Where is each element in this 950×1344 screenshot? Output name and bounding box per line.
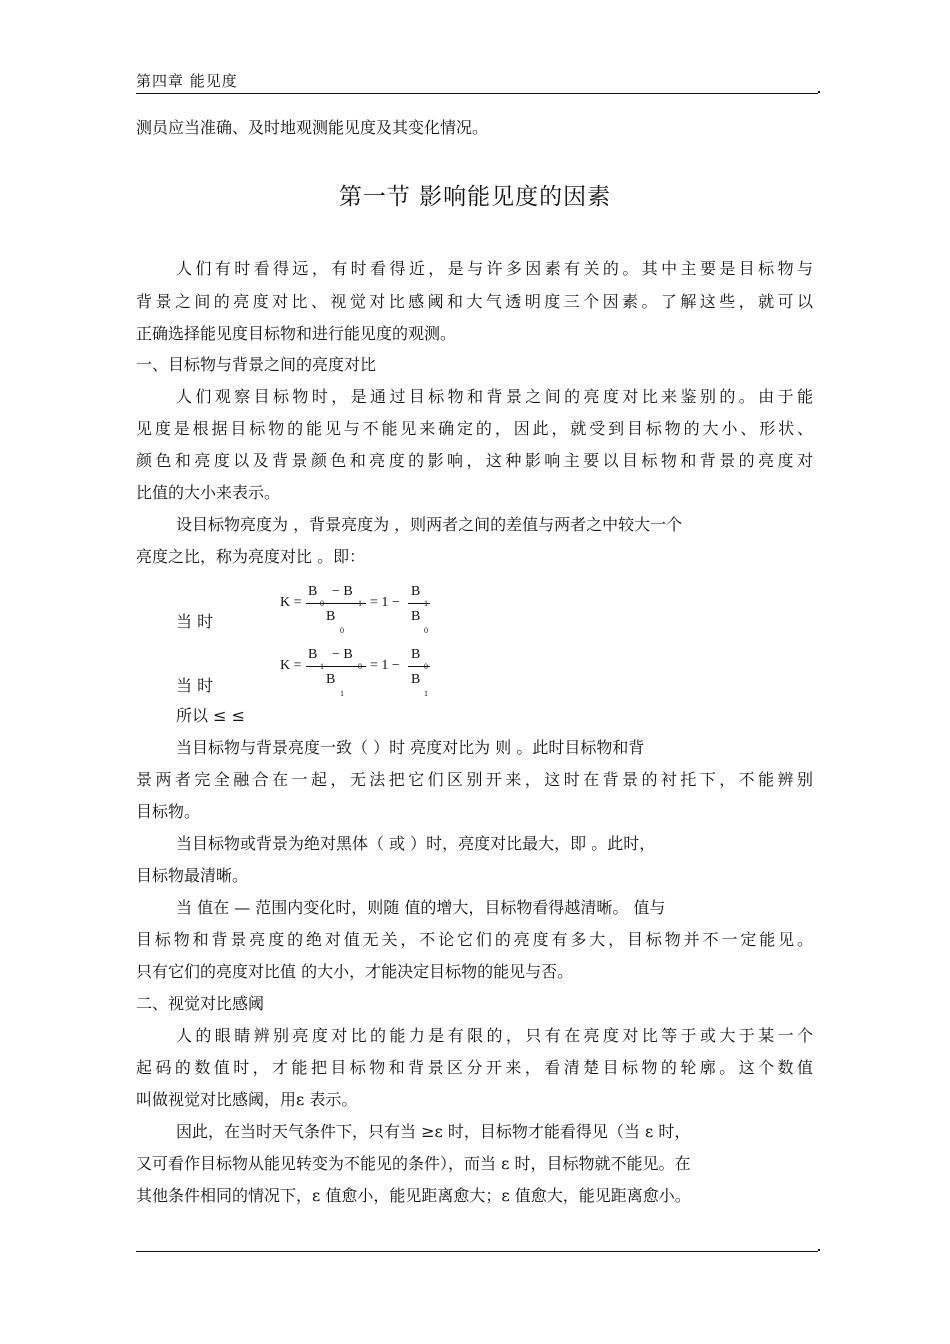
formula-1-denominator-b: B (326, 609, 336, 624)
formula-2-numerator-b: B (308, 647, 318, 662)
paragraph-3-line-1: 设目标物亮度为 ，背景亮度为 ，则两者之间的差值与两者之中较大一个 (176, 515, 683, 534)
intro-line: 测员应当准确、及时地观测能见度及其变化情况。 (136, 118, 489, 137)
formula-2-rhs-fraction-bar (408, 666, 430, 667)
formula-2-rhs-numerator: B (411, 647, 421, 662)
formula-1-condition: 当 时 (176, 612, 214, 631)
footer-rule (136, 1251, 818, 1252)
paragraph-2-line-2: 见度是根据目标物的能见与不能见来确定的，因此，就受到目标物的大小、形状、 (136, 419, 813, 438)
paragraph-5-line-1: 当目标物或背景为绝对黑体（ 或 ）时，亮度对比最大，即 。此时， (176, 834, 656, 853)
paragraph-6-line-1: 当 值在 — 范围内变化时，则随 值的增大，目标物看得越清晰。 值与 (176, 898, 666, 917)
formula-1-numerator-minus-b: − B (332, 584, 353, 599)
paragraph-1-line-2: 背景之间的亮度对比、视觉对比感阈和大气透明度三个因素。了解这些，就可以 (136, 292, 813, 311)
paragraph-4-line-3: 目标物。 (136, 802, 201, 821)
formula-2-rhs-numerator-sub: 0 (424, 662, 428, 671)
paragraph-4-line-1: 当目标物与背景亮度一致（ ）时 亮度对比为 则 。此时目标物和背 (176, 738, 645, 757)
paragraph-5-line-2: 目标物最清晰。 (136, 866, 249, 885)
inequality-line: 所以 ≤ ≤ (176, 706, 245, 725)
formula-2-k: K = (280, 658, 302, 673)
formula-2-rhs-denominator: B (411, 672, 421, 687)
paragraph-8-line-2: 又可看作目标物从能见转变为不能见的条件），而当 ε 时，目标物就不能见。在 (136, 1154, 691, 1173)
paragraph-2-line-4: 比值的大小来表示。 (136, 483, 281, 502)
footer-rule-end-dot (818, 1249, 820, 1251)
paragraph-6-line-2: 目标物和背景亮度的绝对值无关，不论它们的亮度有多大，目标物并不一定能见。 (136, 930, 813, 949)
paragraph-4-line-2: 景两者完全融合在一起，无法把它们区别开来，这时在背景的衬托下，不能辨别 (136, 770, 813, 789)
formula-1-rhs-denominator: B (411, 609, 421, 624)
paragraph-3-line-2: 亮度之比，称为亮度对比 。即： (136, 547, 366, 566)
paragraph-7-line-1: 人的眼睛辨别亮度对比的能力是有限的，只有在亮度对比等于或大于某一个 (176, 1026, 813, 1045)
paragraph-2-line-1: 人们观察目标物时，是通过目标物和背景之间的亮度对比来鉴别的。由于能 (176, 387, 813, 406)
formula-1-numerator-sub-b: 1 (358, 599, 362, 608)
formula-1-rhs-numerator-sub: 1 (424, 599, 428, 608)
formula-2-rhs-denominator-sub: 1 (424, 689, 428, 698)
chapter-header: 第四章 能见度 (136, 72, 238, 90)
paragraph-6-line-3: 只有它们的亮度对比值 的大小，才能决定目标物的能见与否。 (136, 962, 574, 981)
paragraph-1-line-1: 人们有时看得远，有时看得近，是与许多因素有关的。其中主要是目标物与 (176, 259, 813, 278)
formula-2-numerator-sub-b: 0 (358, 662, 362, 671)
header-rule (136, 93, 818, 94)
heading-visual-contrast-threshold: 二、视觉对比感阈 (136, 994, 265, 1013)
formula-2-equals-one-minus: = 1 − (370, 658, 400, 673)
paragraph-2-line-3: 颜色和亮度以及背景颜色和亮度的影响，这种影响主要以目标物和背景的亮度对 (136, 451, 813, 470)
paragraph-8-line-1: 因此，在当时天气条件下，只有当 ≥ε 时，目标物才能看得见（当 ε 时， (176, 1122, 691, 1141)
paragraph-1-line-3: 正确选择能见度目标物和进行能见度的观测。 (136, 324, 457, 343)
formula-2-denominator-sub: 1 (340, 689, 344, 698)
formula-1-k: K = (280, 595, 302, 610)
formula-1-fraction-bar (306, 603, 366, 604)
formula-1-equals-one-minus: = 1 − (370, 595, 400, 610)
formula-1-numerator-b: B (308, 584, 318, 599)
paragraph-7-line-3: 叫做视觉对比感阈，用ε 表示。 (136, 1090, 358, 1109)
paragraph-7-line-2: 起码的数值时，才能把目标物和背景区分开来，看清楚目标物的轮廓。这个数值 (136, 1058, 813, 1077)
formula-2-fraction-bar (306, 666, 366, 667)
heading-brightness-contrast: 一、目标物与背景之间的亮度对比 (136, 355, 377, 374)
formula-2-numerator-sub-a: 1 (320, 662, 324, 671)
section-title: 第一节 影响能见度的因素 (338, 184, 612, 210)
formula-1-rhs-fraction-bar (408, 603, 430, 604)
formula-2-condition: 当 时 (176, 676, 214, 695)
formula-1-rhs-numerator: B (411, 584, 421, 599)
paragraph-8-line-3: 其他条件相同的情况下，ε 值愈小，能见距离愈大；ε 值愈大，能见距离愈小。 (136, 1186, 691, 1205)
formula-1-denominator-sub: 0 (340, 626, 344, 635)
formula-2-numerator-minus-b: − B (332, 647, 353, 662)
formula-1-numerator-sub-a: 0 (320, 599, 324, 608)
header-rule-end-dot (818, 91, 820, 93)
formula-1-rhs-denominator-sub: 0 (424, 626, 428, 635)
formula-2-denominator-b: B (326, 672, 336, 687)
